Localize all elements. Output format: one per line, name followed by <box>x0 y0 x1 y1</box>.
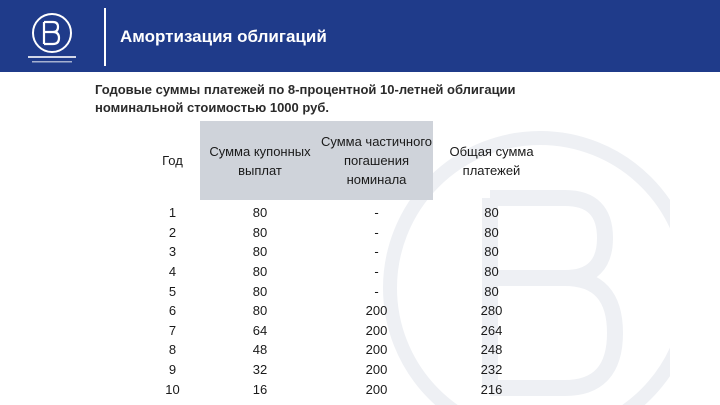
column-header-partial: Сумма частичного погашения номинала <box>320 134 433 187</box>
cell-partial: 200 <box>365 342 388 358</box>
cell-partial: 200 <box>365 362 388 378</box>
cell-year: 8 <box>168 342 177 358</box>
cell-year: 6 <box>168 303 177 319</box>
slide-header <box>0 0 720 72</box>
cell-coupon: 64 <box>252 322 268 338</box>
table-row <box>145 360 550 380</box>
cell-coupon: 80 <box>252 224 268 240</box>
cell-coupon: 80 <box>252 303 268 319</box>
table-row <box>145 203 550 223</box>
cell-total: 80 <box>484 244 499 260</box>
cell-partial: 200 <box>365 381 388 397</box>
table-caption-line-1: Годовые суммы платежей по 8-процентной 10-летней облигации <box>95 82 516 97</box>
cell-total: 248 <box>480 342 503 358</box>
cell-total: 232 <box>480 362 503 378</box>
cell-year: 4 <box>168 264 177 280</box>
table-caption <box>95 81 655 117</box>
cell-partial: - <box>374 224 379 240</box>
table-row <box>145 321 550 341</box>
column-header-coupon: Сумма купонных выплат <box>209 143 311 178</box>
cell-partial: 200 <box>365 322 388 338</box>
header-divider <box>104 8 106 66</box>
cell-coupon: 32 <box>252 362 268 378</box>
cell-year: 9 <box>168 362 177 378</box>
cell-coupon: 16 <box>252 381 268 397</box>
table-row <box>145 262 550 282</box>
university-logo-icon <box>22 10 82 68</box>
table-caption-line-2: номинальной стоимостью 1000 руб. <box>95 100 330 115</box>
cell-year: 7 <box>168 322 177 338</box>
cell-year: 10 <box>165 381 180 397</box>
cell-partial: - <box>374 244 379 260</box>
cell-year: 1 <box>168 205 177 221</box>
table-row <box>145 223 550 243</box>
cell-partial: - <box>374 205 379 221</box>
cell-total: 264 <box>480 322 503 338</box>
cell-coupon: 80 <box>252 205 268 221</box>
cell-year: 5 <box>168 283 177 299</box>
cell-year: 2 <box>168 224 177 240</box>
column-header-total: Общая сумма платежей <box>449 143 534 178</box>
slide-title: Амортизация облигаций <box>120 27 327 46</box>
column-header-year: Год <box>162 153 183 168</box>
cell-coupon: 80 <box>252 264 268 280</box>
payments-table <box>145 121 550 399</box>
cell-coupon: 80 <box>252 244 268 260</box>
table-row <box>145 281 550 301</box>
table-row <box>145 242 550 262</box>
cell-total: 216 <box>480 381 503 397</box>
cell-total: 80 <box>484 205 499 221</box>
cell-partial: 200 <box>365 303 388 319</box>
cell-total: 80 <box>484 264 499 280</box>
table-row <box>145 340 550 360</box>
table-row <box>145 301 550 321</box>
table-body <box>145 203 550 399</box>
cell-partial: - <box>374 264 379 280</box>
cell-coupon: 48 <box>252 342 268 358</box>
cell-year: 3 <box>168 244 177 260</box>
cell-partial: - <box>374 283 379 299</box>
table-row <box>145 379 550 399</box>
cell-total: 280 <box>480 303 503 319</box>
cell-total: 80 <box>484 224 499 240</box>
cell-total: 80 <box>484 283 499 299</box>
cell-coupon: 80 <box>252 283 268 299</box>
